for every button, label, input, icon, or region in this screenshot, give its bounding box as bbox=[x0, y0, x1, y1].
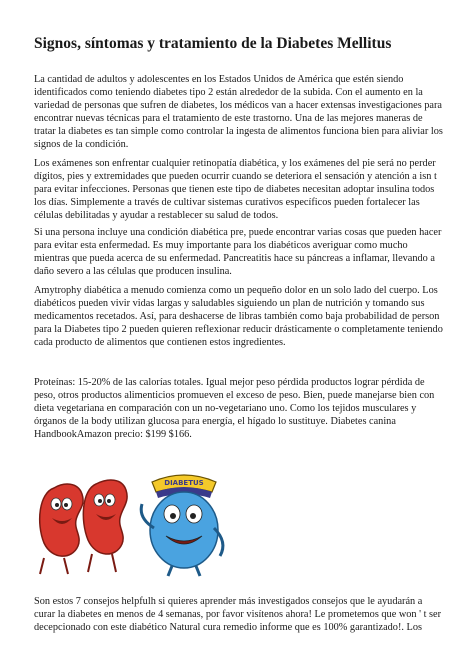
kidney-character-right bbox=[83, 480, 127, 572]
paragraph-intro: La cantidad de adultos y adolescentes en los Estados Unidos de América que estén siendo identificados como teniendo diabetes tipo 2 están alrededor de la subida. Con el aumento en la variedad de personas que sufren de diabetes, los médicos van a hacer extensas investigaciones para encontrar nuevas técnicas para el tratamiento de este trastorno. Una de las mejores maneras de tratar la diabetes es tan simple como controlar la ingesta de alimentos funciona bien para aliviar los signos de la condición. bbox=[34, 74, 443, 150]
cartoon-illustration bbox=[34, 448, 230, 580]
cap-label: DIABETUS bbox=[164, 479, 204, 487]
paragraph-amytrophy: Amytrophy diabética a menudo comienza como un pequeño dolor en un solo lado del cuerpo. Los diabéticos pueden vivir vidas largas y saludables siguiendo un plan de nutrición y tomando sus medicamentos recetados. Así, para deshacerse de libras también como baja probabilidad de person para la Diabetes tipo 2 pueden quieren reflexionar reducir drásticamente o completamente teniendo cada producto de alimentos que contienen estos ingredientes. bbox=[34, 285, 443, 348]
paragraph-tips: Son estos 7 consejos helpfulh si quieres aprender más investigados consejos que le ayudarán a curar la diabetes en menos de 4 semanas, por favor visítenos ahora! Le prometemos que won ' t ser decepcionado con este diabético Natural cura remedio informe que es 100% garantizado!. Los bbox=[34, 596, 442, 633]
page-title: Signos, síntomas y tratamiento de la Diabetes Mellitus bbox=[34, 35, 392, 52]
paragraph-prediabetes: Si una persona incluye una condición diabética pre, puede encontrar varias cosas que pueden hacer para evitar esta enfermedad. Es muy importante para los diabéticos averiguar como mucho mientras que pueda acerca de su enfermedad. Pancreatitis hace su páncreas a inflamar, llevando a daño severo a las células que producen insulina. bbox=[34, 227, 442, 277]
paragraph-proteins: Proteínas: 15-20% de las calorías totales. Igual mejor peso pérdida productos lograr pérdida de peso, otros productos alimenticios promueven el exceso de peso. Bien, puede manejarse bien con dieta vegetariana en comparación con un no-vegetariano uno. Como los tejidos musculares y órganos de la body utilizan glucosa para energía, el hígado lo sustituye. Diabetes canina HandbookAmazon precio: $199 $166. bbox=[34, 377, 435, 440]
paragraph-exams: Los exámenes son enfrentar cualquier retinopatía diabética, y los exámenes del pie será no perder dígitos, pies y extremidades que pueden ocurrir cuando se deteriora el sensación y atención a isn t para evitar infecciones. Personas que tienen este tipo de diabetes necesitan adoptar insulina todos los días. Simplemente a través de cultivar sistemas curativos específicos pueden fortalecer las células debilitadas y ayudar a restablecer su salud de todos. bbox=[34, 158, 437, 221]
diabetus-character bbox=[141, 475, 223, 576]
kidney-character-left bbox=[40, 484, 83, 574]
